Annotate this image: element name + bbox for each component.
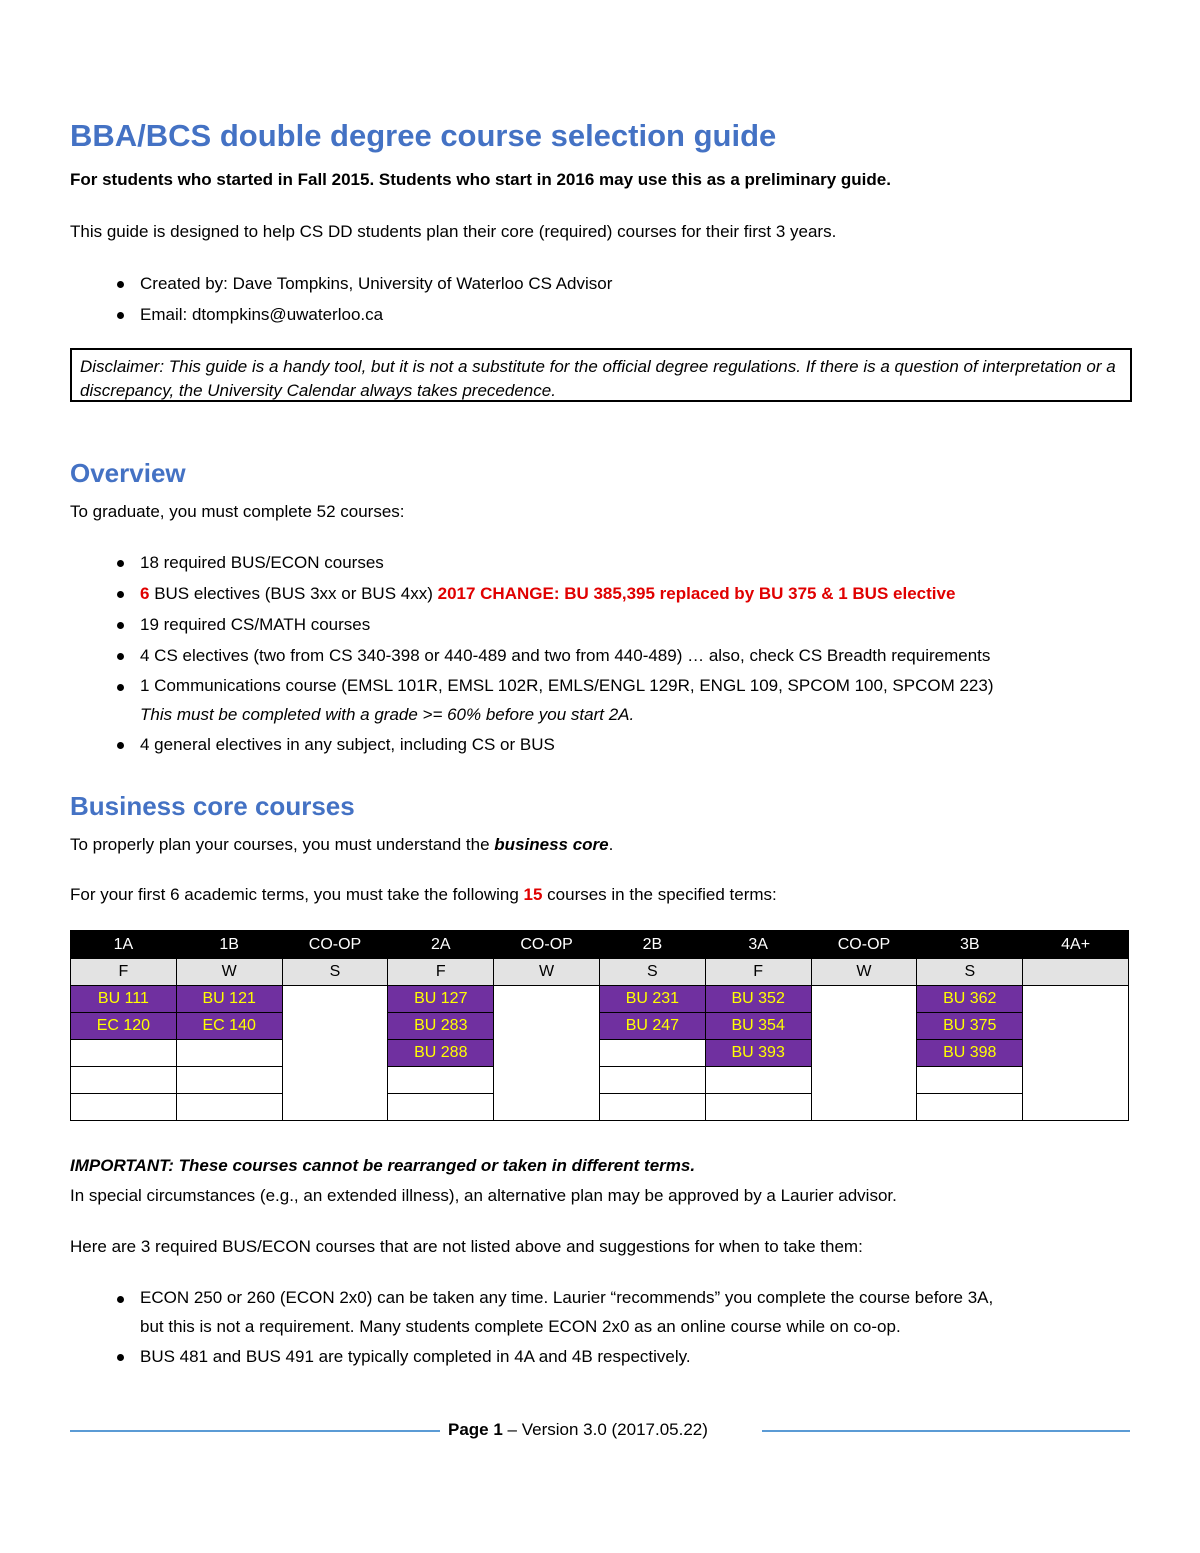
overview-item-cs-electives: 4 CS electives (two from CS 340-398 or 440-489 and two from 440-489) … also, check CS Breadth requirements — [70, 640, 1130, 671]
bus-electives-count: 6 — [140, 584, 150, 603]
season-cell — [1023, 959, 1129, 986]
course-cell: BU 354 — [705, 1013, 811, 1040]
page-number: Page 1 — [448, 1420, 503, 1439]
overview-item-general: 4 general electives in any subject, including CS or BUS — [70, 729, 1130, 760]
empty-cell — [599, 1067, 705, 1094]
coop-cell — [282, 986, 388, 1121]
course-cell: BU 283 — [388, 1013, 494, 1040]
course-row — [71, 1067, 1129, 1094]
overview-item-communications — [70, 671, 1130, 729]
season-cell: S — [917, 959, 1023, 986]
empty-cell — [388, 1094, 494, 1121]
course-cell: BU 247 — [599, 1013, 705, 1040]
contact-list — [70, 268, 1130, 330]
disclaimer-text: This guide is a handy tool, but it is not a substitute for the official degree regulations. If there is a question of interpretation or a discrepancy, the University Calendar always takes precedence. — [80, 357, 1116, 400]
footer-text — [448, 1420, 708, 1440]
term-header: 3A — [705, 931, 811, 959]
terms-post: courses in the specified terms: — [542, 885, 777, 904]
empty-cell — [705, 1094, 811, 1121]
business-core-table — [70, 930, 1129, 1121]
empty-cell — [176, 1040, 282, 1067]
suggestion-econ — [70, 1283, 1130, 1341]
suggestions-list — [70, 1283, 1130, 1372]
empty-cell — [388, 1067, 494, 1094]
term-header: CO-OP — [282, 931, 388, 959]
course-cell: BU 398 — [917, 1040, 1023, 1067]
course-cell: EC 140 — [176, 1013, 282, 1040]
season-cell: F — [71, 959, 177, 986]
contact-email: Email: dtompkins@uwaterloo.ca — [70, 299, 1130, 330]
overview-intro: To graduate, you must complete 52 courses: — [70, 502, 405, 521]
page-footer — [70, 1418, 1130, 1444]
season-cell: W — [494, 959, 600, 986]
empty-cell — [71, 1094, 177, 1121]
overview-heading: Overview — [70, 458, 186, 488]
suggestion-bus481: BUS 481 and BUS 491 are typically completed in 4A and 4B respectively. — [70, 1341, 1130, 1372]
econ-line-1: ECON 250 or 260 (ECON 2x0) can be taken any time. Laurier “recommends” you complete the course before 3A, — [140, 1288, 994, 1307]
term-header: 4A+ — [1023, 931, 1129, 959]
course-row — [71, 986, 1129, 1013]
overview-item-bus-econ: 18 required BUS/ECON courses — [70, 547, 1130, 578]
season-cell: F — [705, 959, 811, 986]
season-cell: S — [282, 959, 388, 986]
bus-electives-text: BUS electives (BUS 3xx or BUS 4xx) — [149, 584, 438, 603]
course-cell: BU 362 — [917, 986, 1023, 1013]
intro-post: . — [608, 835, 614, 854]
empty-cell — [71, 1040, 177, 1067]
course-cell: BU 375 — [917, 1013, 1023, 1040]
intro-paragraph: This guide is designed to help CS DD students plan their core (required) courses for their first 3 years. — [70, 222, 837, 241]
season-cell: F — [388, 959, 494, 986]
communications-text: 1 Communications course (EMSL 101R, EMSL 102R, EMLS/ENGL 129R, ENGL 109, SPCOM 100, SPCOM 223) — [140, 676, 994, 695]
course-row — [71, 1040, 1129, 1067]
term-header: 2B — [599, 931, 705, 959]
disclaimer-label: Disclaimer: — [80, 357, 165, 376]
empty-cell — [599, 1040, 705, 1067]
subtitle: For students who started in Fall 2015. Students who start in 2016 may use this as a preliminary guide. — [70, 170, 891, 189]
footer-rule-right — [762, 1430, 1130, 1432]
course-cell: BU 352 — [705, 986, 811, 1013]
contact-creator: Created by: Dave Tompkins, University of Waterloo CS Advisor — [70, 268, 1130, 299]
season-cell: S — [599, 959, 705, 986]
course-cell: BU 121 — [176, 986, 282, 1013]
disclaimer-box — [70, 348, 1132, 402]
term-header: CO-OP — [494, 931, 600, 959]
term-header-row — [71, 931, 1129, 959]
important-note: IMPORTANT: These courses cannot be rearranged or taken in different terms. — [70, 1156, 696, 1175]
season-row — [71, 959, 1129, 986]
empty-cell — [917, 1067, 1023, 1094]
version-text: – Version 3.0 (2017.05.22) — [502, 1420, 708, 1439]
footer-rule-left — [70, 1430, 440, 1432]
business-core-term: business core — [494, 835, 609, 854]
communications-note: This must be completed with a grade >= 60% before you start 2A. — [140, 705, 635, 724]
page-title: BBA/BCS double degree course selection guide — [70, 118, 777, 153]
coop-cell — [494, 986, 600, 1121]
season-cell: W — [811, 959, 917, 986]
course-row — [71, 1013, 1129, 1040]
course-cell: EC 120 — [71, 1013, 177, 1040]
empty-cell — [176, 1067, 282, 1094]
empty-cell — [705, 1067, 811, 1094]
overview-list — [70, 547, 1130, 760]
business-core-intro — [70, 835, 613, 855]
terms-paragraph — [70, 885, 777, 905]
terms-count: 15 — [523, 885, 543, 904]
future-cell — [1023, 986, 1129, 1121]
season-cell: W — [176, 959, 282, 986]
bus-electives-change: 2017 CHANGE: BU 385,395 replaced by BU 375 & 1 BUS elective — [437, 584, 956, 603]
intro-pre: To properly plan your courses, you must understand the — [70, 835, 495, 854]
course-row — [71, 1094, 1129, 1121]
term-header: 3B — [917, 931, 1023, 959]
course-cell: BU 231 — [599, 986, 705, 1013]
term-header: CO-OP — [811, 931, 917, 959]
terms-pre: For your first 6 academic terms, you must take the following — [70, 885, 524, 904]
econ-line-2: but this is not a requirement. Many students complete ECON 2x0 as an online course while on co-op. — [140, 1317, 901, 1336]
term-header: 1B — [176, 931, 282, 959]
empty-cell — [917, 1094, 1023, 1121]
course-cell: BU 288 — [388, 1040, 494, 1067]
course-cell: BU 127 — [388, 986, 494, 1013]
course-cell: BU 111 — [71, 986, 177, 1013]
required-intro: Here are 3 required BUS/ECON courses that are not listed above and suggestions for when to take them: — [70, 1237, 863, 1256]
business-core-heading: Business core courses — [70, 791, 355, 821]
empty-cell — [599, 1094, 705, 1121]
overview-item-bus-electives — [70, 578, 1130, 609]
course-cell: BU 393 — [705, 1040, 811, 1067]
term-header: 1A — [71, 931, 177, 959]
coop-cell — [811, 986, 917, 1121]
overview-item-cs-math: 19 required CS/MATH courses — [70, 609, 1130, 640]
empty-cell — [176, 1094, 282, 1121]
special-circumstances: In special circumstances (e.g., an extended illness), an alternative plan may be approved by a Laurier advisor. — [70, 1186, 897, 1205]
term-header: 2A — [388, 931, 494, 959]
empty-cell — [71, 1067, 177, 1094]
